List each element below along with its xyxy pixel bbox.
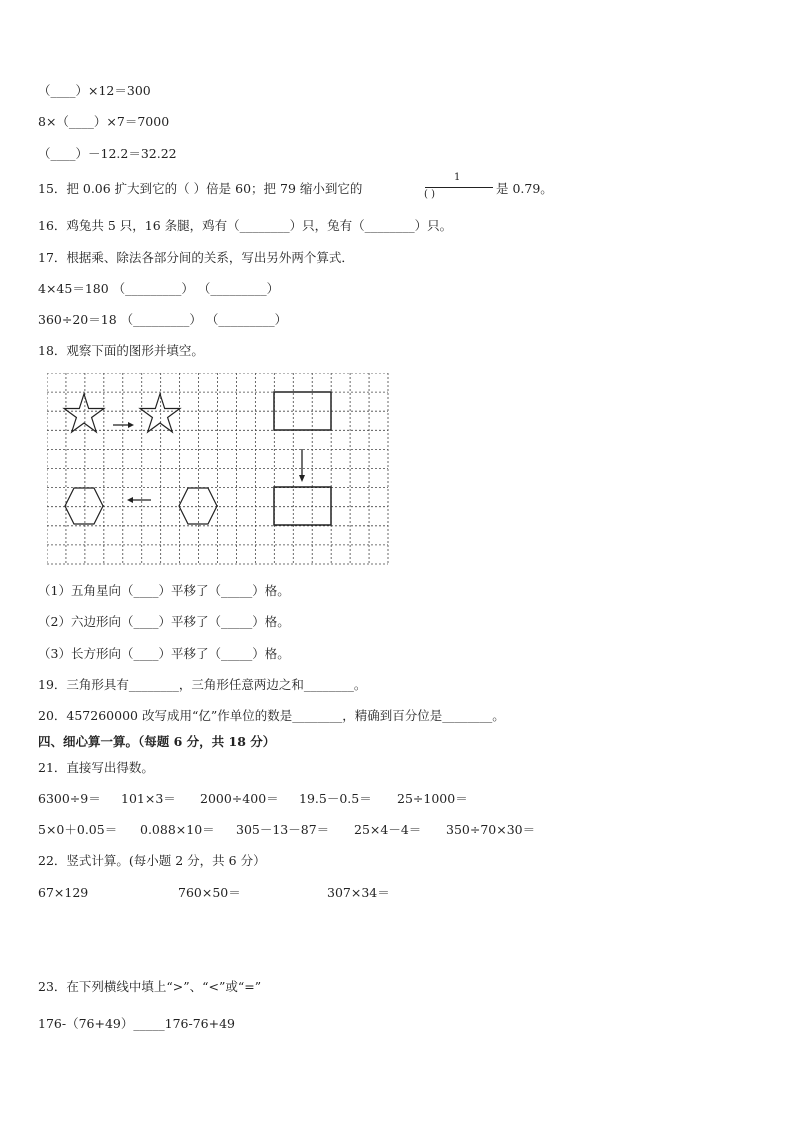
equation-line-1: （____）×12＝300 (38, 83, 151, 98)
vertical-calc-item: 307×34＝ (327, 885, 390, 900)
equation-line-3: （____）－12.2＝32.22 (38, 146, 177, 161)
calc-item: 2000÷400＝ (200, 791, 279, 806)
question-15-tail: 是 0.79。 (496, 181, 553, 196)
question-21: 21．直接写出得数。 (38, 760, 154, 775)
question-23: 23．在下列横线中填上“>”、“<”或“=” (38, 979, 262, 994)
question-18-part-1: （1）五角星向（____）平移了（_____）格。 (38, 583, 290, 598)
fraction-bar (425, 187, 493, 188)
question-15: 15．把 0.06 扩大到它的（ ）倍是 60；把 79 缩小到它的 (38, 181, 363, 196)
calc-item: 5×0＋0.05＝ (38, 822, 118, 837)
question-17: 17．根据乘、除法各部分间的关系，写出另外两个算式． (38, 250, 354, 265)
star-right-shape (140, 394, 180, 432)
question-20: 20．457260000 改写成用“亿”作单位的数是________，精确到百分位是________。 (38, 708, 505, 723)
calc-item: 6300÷9＝ (38, 791, 101, 806)
rectangle-bottom-shape (274, 487, 331, 525)
hexagon-left-shape (65, 488, 103, 524)
vertical-calc-item: 760×50＝ (178, 885, 241, 900)
question-23-line-a: 176-（76+49）_____176-76+49 (38, 1016, 235, 1031)
question-18-part-3: （3）长方形向（____）平移了（_____）格。 (38, 646, 290, 661)
question-17-line-a: 4×45＝180 （_________） （_________） (38, 281, 280, 296)
question-17-line-b: 360÷20＝18 （_________） （_________） (38, 312, 288, 327)
star-left-shape (64, 394, 104, 432)
calc-item: 101×3＝ (121, 791, 176, 806)
calc-item: 0.088×10＝ (140, 822, 215, 837)
question-16: 16．鸡兔共 5 只，16 条腿，鸡有（________）只，兔有（________）只。 (38, 218, 453, 233)
calc-item: 25×4－4＝ (354, 822, 422, 837)
calc-item: 305－13－87＝ (236, 822, 330, 837)
equation-line-2: 8×（____）×7＝7000 (38, 114, 170, 129)
calc-item: 350÷70×30＝ (446, 822, 536, 837)
question-18-part-2: （2）六边形向（____）平移了（_____）格。 (38, 614, 290, 629)
section-4-heading: 四、细心算一算。（每题 6 分，共 18 分） (38, 734, 276, 749)
hexagon-right-shape (179, 488, 217, 524)
vertical-calc-item: 67×129 (38, 885, 89, 900)
fraction-numerator: 1 (454, 172, 461, 183)
calc-item: 19.5－0.5＝ (299, 791, 372, 806)
calc-item: 25÷1000＝ (397, 791, 468, 806)
translation-grid-figure (47, 373, 389, 565)
rectangle-top-shape (274, 392, 331, 430)
question-18: 18．观察下面的图形并填空。 (38, 343, 204, 358)
fraction-denominator: ( ) (424, 189, 435, 200)
question-19: 19．三角形具有________，三角形任意两边之和________。 (38, 677, 367, 692)
question-22: 22．竖式计算。(每小题 2 分，共 6 分） (38, 853, 266, 868)
